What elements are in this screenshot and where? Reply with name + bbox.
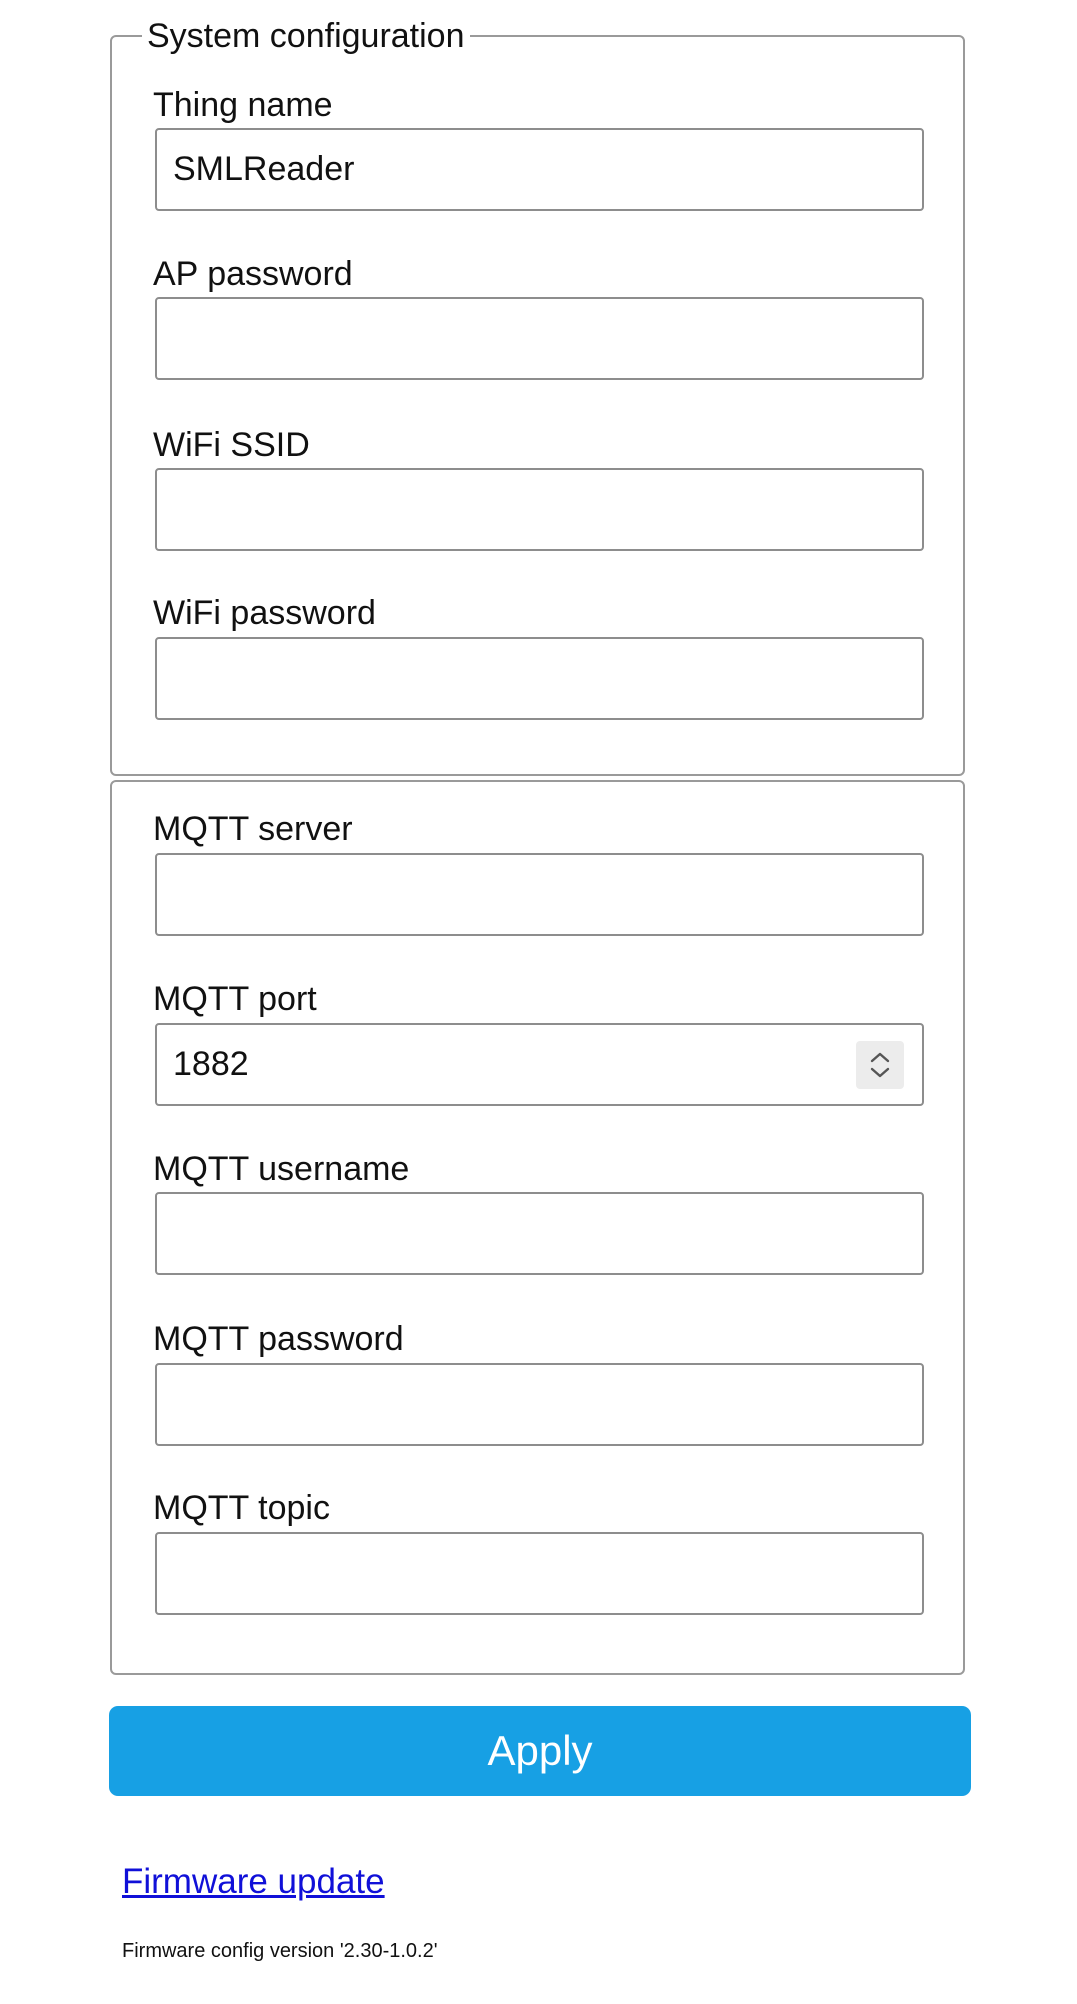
- apply-button[interactable]: Apply: [109, 1706, 971, 1796]
- mqtt-port-input[interactable]: [155, 1023, 924, 1106]
- mqtt-server-input[interactable]: [155, 853, 924, 936]
- thing-name-label: Thing name: [153, 86, 333, 124]
- thing-name-input[interactable]: [155, 128, 924, 211]
- chevron-up-icon[interactable]: [870, 1051, 890, 1063]
- mqtt-topic-input[interactable]: [155, 1532, 924, 1615]
- firmware-config-version: Firmware config version '2.30-1.0.2': [122, 1940, 438, 1962]
- wifi-password-input[interactable]: [155, 637, 924, 720]
- mqtt-username-input[interactable]: [155, 1192, 924, 1275]
- system-configuration-legend: System configuration: [147, 17, 465, 55]
- ap-password-label: AP password: [153, 255, 353, 293]
- mqtt-username-label: MQTT username: [153, 1150, 410, 1188]
- mqtt-password-input[interactable]: [155, 1363, 924, 1446]
- wifi-ssid-input[interactable]: [155, 468, 924, 551]
- port-stepper[interactable]: [856, 1041, 904, 1089]
- wifi-password-label: WiFi password: [153, 594, 376, 632]
- chevron-down-icon[interactable]: [870, 1067, 890, 1079]
- mqtt-topic-label: MQTT topic: [153, 1489, 330, 1527]
- firmware-update-link[interactable]: Firmware update: [122, 1862, 385, 1901]
- ap-password-input[interactable]: [155, 297, 924, 380]
- mqtt-password-label: MQTT password: [153, 1320, 404, 1358]
- mqtt-port-label: MQTT port: [153, 980, 317, 1018]
- mqtt-server-label: MQTT server: [153, 810, 353, 848]
- wifi-ssid-label: WiFi SSID: [153, 426, 310, 464]
